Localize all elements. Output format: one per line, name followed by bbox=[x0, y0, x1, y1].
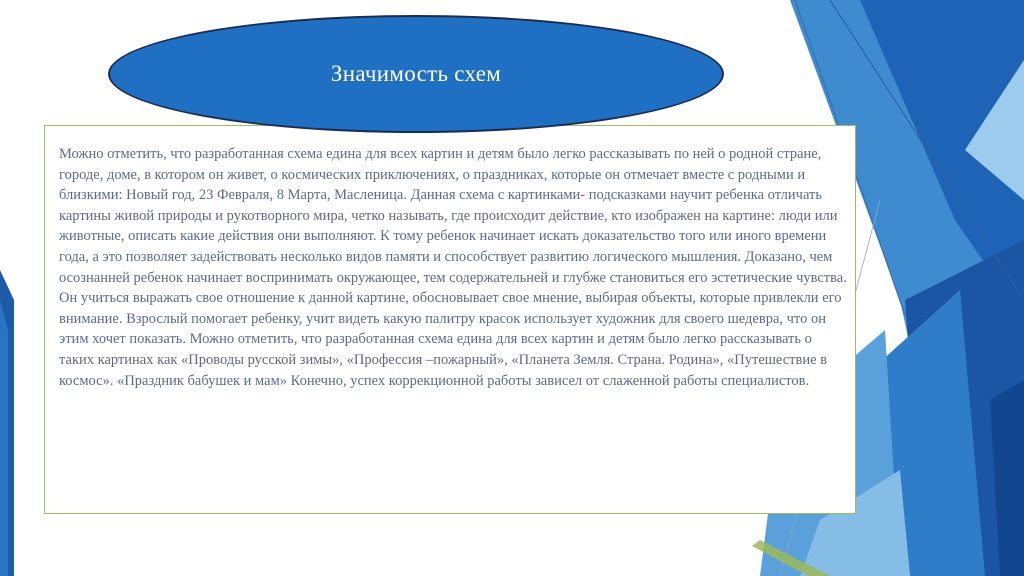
slide-title: Значимость схем bbox=[330, 61, 502, 86]
title-ellipse bbox=[108, 15, 724, 133]
body-text-box bbox=[44, 125, 856, 514]
body-paragraph: Можно отметить, что разработанная схема едина для всех картин и детям было легко рассказывать по ней о родной стране, городе, доме, в котором он живет, о космических приключениях, о праздниках, которые он отмечает вместе с родными и близкими: Новый год, 23 Февраля, 8 Марта, Масленица. Данная схема с картинками- подсказками научит ребенка отличать картины живой природы и рукотворного мира, четко называть, где происходит действие, кто изображен на картине: люди или животные, описать какие действия они выполняют. К тому ребенок начинает искать доказательство того или иного времени года, а это позволяет задействовать несколько видов памяти и способствует развитию логического мышления. Доказано, чем осознанней ребенок начинает воспринимать окружающее, тем содержательней и глубже становиться его эстетические чувства. Он учиться выражать свое отношение к данной картине, обосновывает свое мнение, выбирая объекты, которые привлекли его внимание. Взрослый помогает ребенку, учит видеть какую палитру красок использует художник для своего шедевра, что он этим хочет показать. Можно отметить, что разработанная схема едина для всех картин и детям было легко рассказывать о таких картинах как «Проводы русской зимы», «Профессия –пожарный», «Планета Земля. Страна. Родина», «Путешествие в космос». «Праздник бабушек и мам» Конечно, успех коррекционной работы зависел от слаженной работы специалистов. bbox=[59, 146, 847, 389]
